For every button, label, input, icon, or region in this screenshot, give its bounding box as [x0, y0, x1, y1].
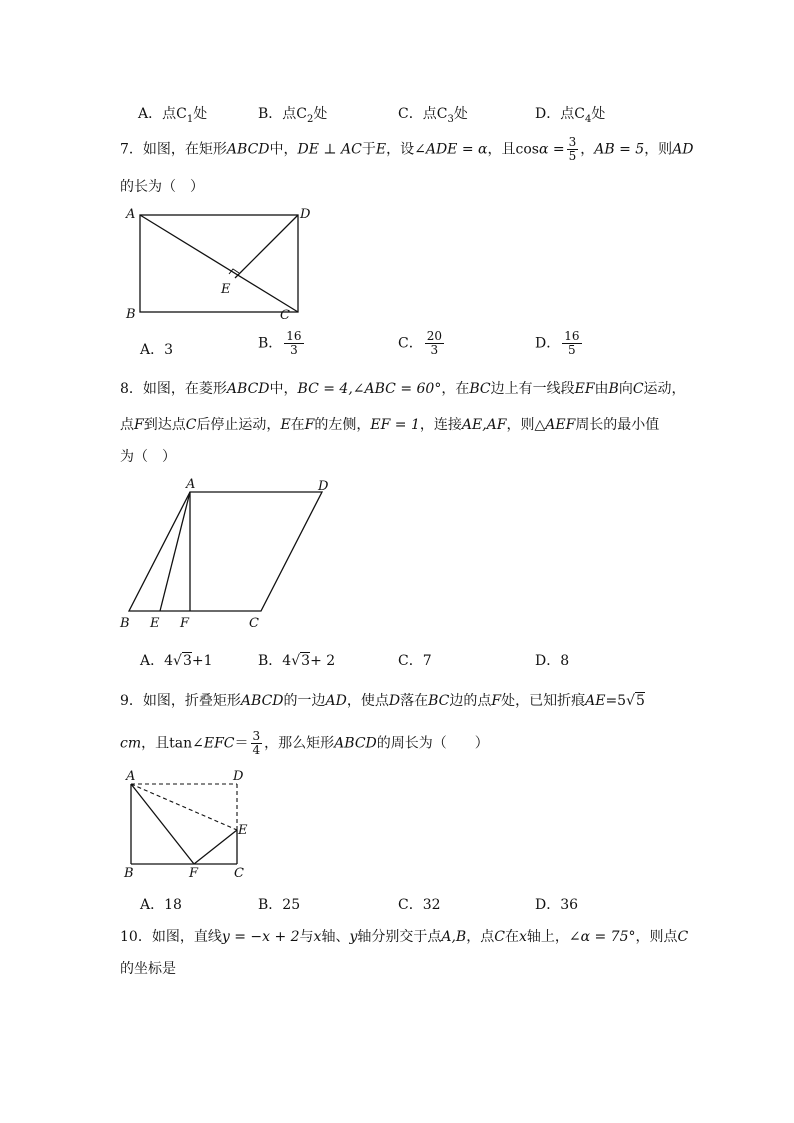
q7-option-c: C． $\frac{20}{3}$: [398, 329, 442, 357]
q8-label-a: A: [186, 477, 196, 492]
q8-stem-line1: 8．如图，在菱形ABCD中，BC = 4,∠ABC = 60°，在BC边上有一线段EF由B向C运动，: [120, 381, 686, 397]
q7-label-c: C: [280, 308, 290, 323]
q8-option-b: B．4√3+ 2: [258, 653, 336, 669]
q6-option-d: D．点$C_4$处: [535, 106, 606, 125]
q6-option-a: A．点$C_1$处: [138, 106, 208, 125]
q9-option-a: A．18: [140, 897, 182, 913]
q9-figure-folded-rectangle: [118, 766, 268, 881]
q8-label-c: C: [249, 616, 259, 631]
q8-stem-line2: 点F到达点C后停止运动，E在F的左侧，EF = 1，连接AE,AF，则△AEF周长的最小值: [120, 417, 660, 433]
q9-option-d: D．36: [535, 897, 579, 913]
q8-label-e: E: [150, 616, 160, 631]
q9-label-f: F: [189, 866, 199, 881]
q7-stem-line2: 的长为（ ）: [120, 179, 204, 195]
q8-option-d: D．8: [535, 653, 570, 669]
q9-stem-line2: cm，且tan∠EFC＝ $\frac{3}{4}$ ，那么矩形ABCD的周长为（ ）: [120, 729, 489, 757]
q8-label-b: B: [120, 616, 130, 631]
q10-stem-line2: 的坐标是: [120, 961, 176, 977]
q6-option-c: C．点$C_3$处: [398, 106, 468, 125]
q8-label-f: F: [180, 616, 190, 631]
q7-option-a: A．3: [140, 342, 174, 358]
q7-stem-line1: 7．如图，在矩形ABCD中，DE ⊥ AC于E，设∠ADE = α，且cosα = $\frac{3}{5}$ ，AB = 5，则AD: [120, 135, 694, 163]
q9-label-a: A: [126, 769, 136, 784]
q7-label-a: A: [126, 207, 136, 222]
q9-stem-line1: 9．如图，折叠矩形ABCD的一边AD，使点D落在BC边的点F处，已知折痕AE=5√5: [120, 693, 645, 709]
q7-label-d: D: [300, 207, 311, 222]
q8-stem-line3: 为（ ）: [120, 449, 176, 465]
q9-label-b: B: [124, 866, 134, 881]
q8-label-d: D: [318, 479, 329, 494]
q7-option-d: D． $\frac{16}{5}$: [535, 329, 580, 357]
q9-option-b: B．25: [258, 897, 301, 913]
q9-option-c: C．32: [398, 897, 441, 913]
q7-cos-fraction: $\frac{3}{5}$: [568, 135, 577, 163]
q10-stem-line1: 10．如图，直线y = −x + 2与x轴、y轴分别交于点A,B，点C在x轴上，∠α = 75°，则点C: [120, 929, 689, 945]
q7-figure-rectangle: [120, 200, 310, 325]
q9-label-c: C: [234, 866, 244, 881]
q9-tan-fraction: $\frac{3}{4}$: [252, 729, 261, 757]
q7-label-b: B: [126, 307, 136, 322]
q9-label-e: E: [238, 823, 248, 838]
q8-option-c: C．7: [398, 653, 432, 669]
q9-label-d: D: [233, 769, 244, 784]
q8-option-a: A．4√3+1: [140, 653, 213, 669]
q7-label-e: E: [221, 282, 231, 297]
q8-figure-rhombus: [115, 475, 345, 635]
q7-option-b: B． $\frac{16}{3}$: [258, 329, 302, 357]
q6-option-b: B．点$C_2$处: [258, 106, 328, 125]
